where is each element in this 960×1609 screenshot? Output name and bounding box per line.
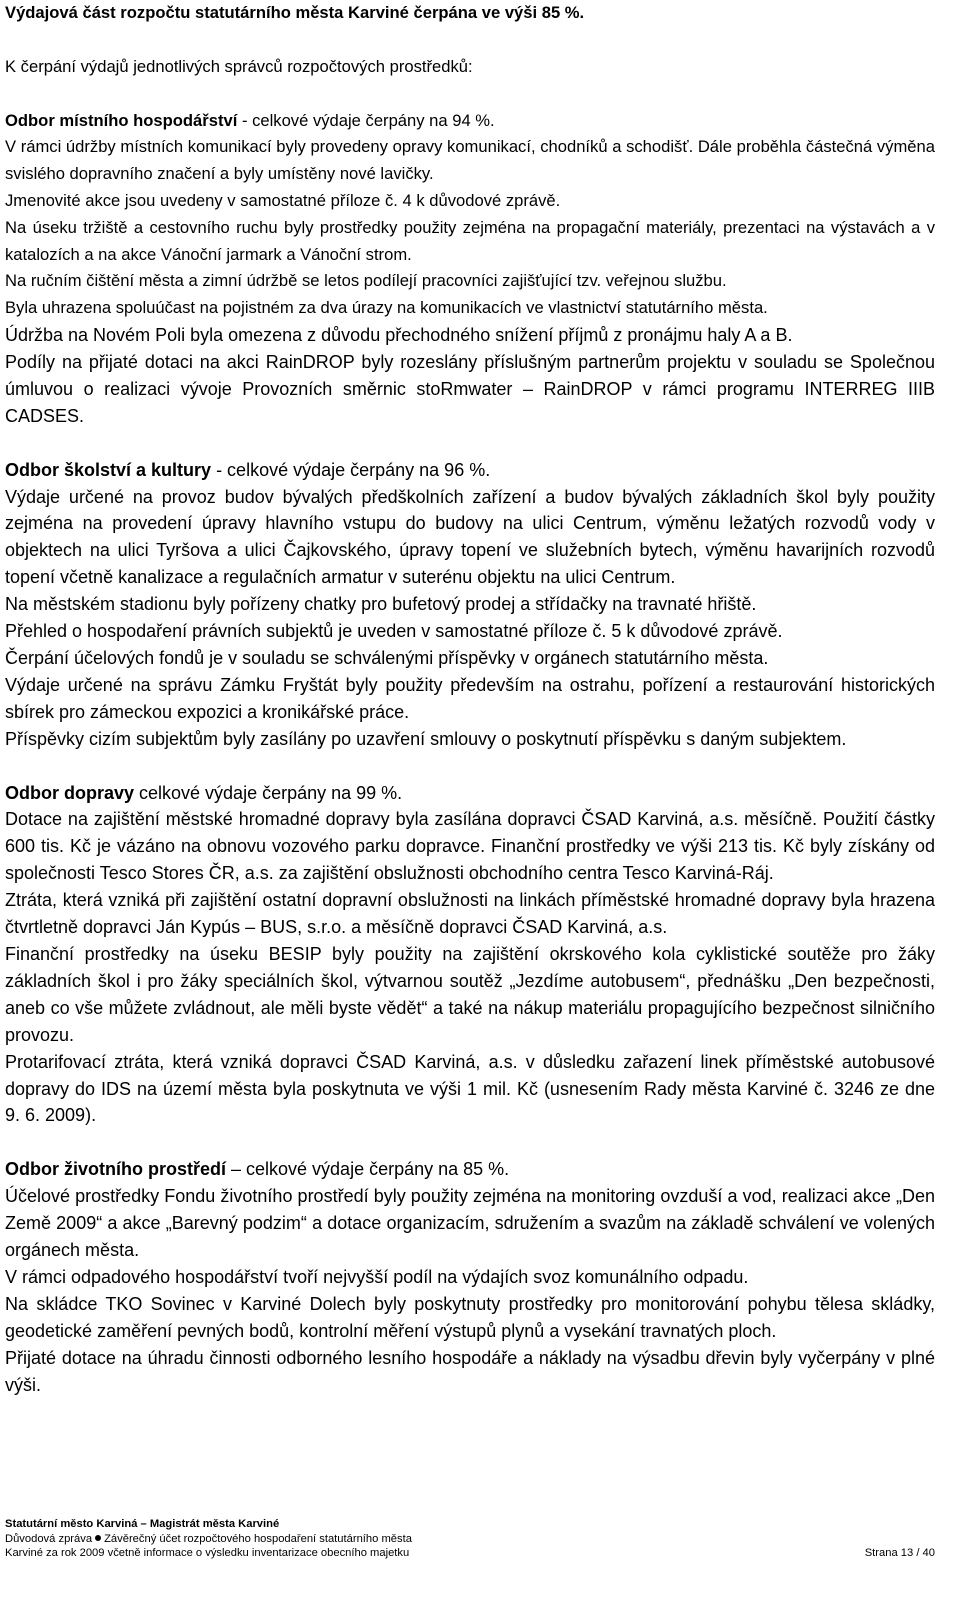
section-heading-bold: Odbor školství a kultury bbox=[5, 459, 212, 480]
paragraph: Jmenovité akce jsou uvedeny v samostatné příloze č. 4 k důvodové zprávě. bbox=[5, 190, 561, 210]
footer-report-title: Závěrečný účet rozpočtového hospodaření statutárního města bbox=[104, 1532, 412, 1545]
paragraph: Na městském stadionu byly pořízeny chatky pro bufetový prodej a střídačky na travnaté hřiště. bbox=[5, 594, 757, 615]
paragraph: Údržba na Novém Poli byla omezena z důvodu přechodného snížení příjmů z pronájmu haly A a B. bbox=[5, 324, 793, 345]
section-heading-bold: Odbor místního hospodářství bbox=[5, 110, 238, 130]
intro-text: K čerpání výdajů jednotlivých správců rozpočtových prostředků: bbox=[5, 56, 473, 76]
paragraph: Na ručním čištění města a zimní údržbě se letos podílejí pracovníci zajišťující tzv. veřejnou službu. bbox=[5, 271, 727, 291]
paragraph: Na úseku tržiště a cestovního ruchu byly prostředky použity zejména na propagační materiály, prezentaci na výstavách a v katalozích a na akce Vánoční jarmark a Vánoční strom. bbox=[5, 217, 935, 264]
section-heading-rest: celkové výdaje čerpány na 99 %. bbox=[134, 782, 403, 803]
paragraph: Příspěvky cizím subjektům byly zasílány po uzavření smlouvy o poskytnutí příspěvku s daným subjektem. bbox=[5, 728, 847, 749]
document-page bbox=[5, 0, 935, 1399]
footer-organization: Statutární město Karviná – Magistrát města Karviné bbox=[5, 1518, 280, 1530]
paragraph: Protarifovací ztráta, která vzniká dopravci ČSAD Karviná, a.s. v důsledku zařazení linek příměstské autobusové dopravy do IDS na území města byla poskytnuta ve výši 1 mil. Kč (usnesením Rady města Karviné č. 3246 ze dne 9. 6. 2009). bbox=[5, 1051, 935, 1126]
section-heading bbox=[5, 108, 935, 135]
page-footer bbox=[5, 1517, 935, 1561]
bullet-icon bbox=[95, 1535, 101, 1541]
section-heading bbox=[5, 780, 935, 807]
paragraph: Čerpání účelových fondů je v souladu se schválenými příspěvky v orgánech statutárního města. bbox=[5, 647, 769, 668]
section-heading bbox=[5, 457, 935, 484]
section-heading-bold: Odbor dopravy bbox=[5, 782, 135, 803]
footer-report-type: Důvodová zpráva bbox=[5, 1532, 93, 1545]
document-title: Výdajová část rozpočtu statutárního města Karviné čerpána ve výši 85 %. bbox=[5, 3, 585, 22]
paragraph: Finanční prostředky na úseku BESIP byly použity na zajištění okrskového kola cyklistické soutěže pro žáky základních škol i pro žáky speciálních škol, výtvarnou soutěž „Jezdíme autobusem“, přednášku „Den bezpečnosti, aneb co vše můžete zvládnout, ale měli byste vědět“ a také na nákup materiálu propagujícího bezpečnost silničního provozu. bbox=[5, 944, 935, 1045]
paragraph: Účelové prostředky Fondu životního prostředí byly použity zejména na monitoring ovzduší a vod, realizaci akce „Den Země 2009“ a akce „Barevný podzim“ a dotace organizacím, sdružením a svazům na základě schválení ve volených orgánech města. bbox=[5, 1186, 935, 1261]
paragraph: V rámci údržby místních komunikací byly provedeny opravy komunikací, chodníků a schodišť. Dále proběhla částečná výměna svislého dopravního značení a byly umístěny nové lavičky. bbox=[5, 137, 935, 184]
footer-report-subtitle: Karviné za rok 2009 včetně informace o výsledku inventarizace obecního majetku bbox=[5, 1547, 410, 1559]
paragraph: Podíly na přijaté dotaci na akci RainDROP byly rozeslány příslušným partnerům projektu v souladu se Společnou úmluvou o realizaci vývoje Provozních směrnic stoRmwater – RainDROP v rámci programu INTERREG IIIB CADSES. bbox=[5, 351, 935, 426]
paragraph: Ztráta, která vzniká při zajištění ostatní dopravní obslužnosti na linkách příměstské hromadné dopravy byla hrazena čtvrtletně dopravci Ján Kypús – BUS, s.r.o. a měsíčně dopravci ČSAD Karviná, a.s. bbox=[5, 890, 935, 938]
paragraph: Výdaje určené na provoz budov bývalých předškolních zařízení a budov bývalých základních škol byly použity zejména na provedení úpravy hlavního vstupu do budovy na ulici Centrum, výměnu ležatých rozvodů vody v objektech na ulici Tyršova a ulici Čajkovského, úpravy topení ve služebních bytech, výměnu havarijních rozvodů topení včetně kanalizace a regulačních armatur v suterénu objektu na ulici Centrum. bbox=[5, 486, 935, 588]
section-heading-rest: – celkové výdaje čerpány na 85 %. bbox=[226, 1159, 510, 1180]
section-heading-rest: - celkové výdaje čerpány na 96 %. bbox=[211, 459, 491, 480]
section-heading-bold: Odbor životního prostředí bbox=[5, 1159, 226, 1180]
paragraph: Dotace na zajištění městské hromadné dopravy byla zasílána dopravci ČSAD Karviná, a.s. měsíčně. Použití částky 600 tis. Kč je vázáno na obnovu vozového parku dopravce. Finanční prostředky ve výši 213 tis. Kč byly získány od společnosti Tesco Stores ČR, a.s. za zajištění obslužnosti obchodního centra Tesco Karviná-Ráj. bbox=[5, 809, 935, 884]
section-main bbox=[5, 322, 935, 1399]
footer-report-line bbox=[5, 1532, 935, 1547]
section-heading-rest: - celkové výdaje čerpány na 94 %. bbox=[237, 110, 495, 130]
paragraph: Na skládce TKO Sovinec v Karviné Dolech byly poskytnuty prostředky pro monitorování pohybu tělesa skládky, geodetické zaměření pevných bodů, kontrolní měření výstupů plynů a vysekání travnatých ploch. bbox=[5, 1293, 935, 1341]
paragraph: Výdaje určené na správu Zámku Fryštát byly použity především na ostrahu, pořízení a restaurování historických sbírek pro zámeckou expozici a kronikářské práce. bbox=[5, 674, 935, 722]
page-number: Strana 13 / 40 bbox=[864, 1547, 935, 1559]
section-heading bbox=[5, 1156, 935, 1183]
paragraph: Byla uhrazena spoluúčast na pojistném za dva úrazy na komunikacích ve vlastnictví statutárního města. bbox=[5, 298, 768, 318]
paragraph: Přehled o hospodaření právních subjektů je uveden v samostatné příloze č. 5 k důvodové zprávě. bbox=[5, 621, 783, 642]
section-intro bbox=[5, 0, 935, 322]
paragraph: V rámci odpadového hospodářství tvoří nejvyšší podíl na výdajích svoz komunálního odpadu. bbox=[5, 1266, 749, 1287]
paragraph: Přijaté dotace na úhradu činnosti odborného lesního hospodáře a náklady na výsadbu dřevin byly vyčerpány v plné výši. bbox=[5, 1347, 935, 1395]
